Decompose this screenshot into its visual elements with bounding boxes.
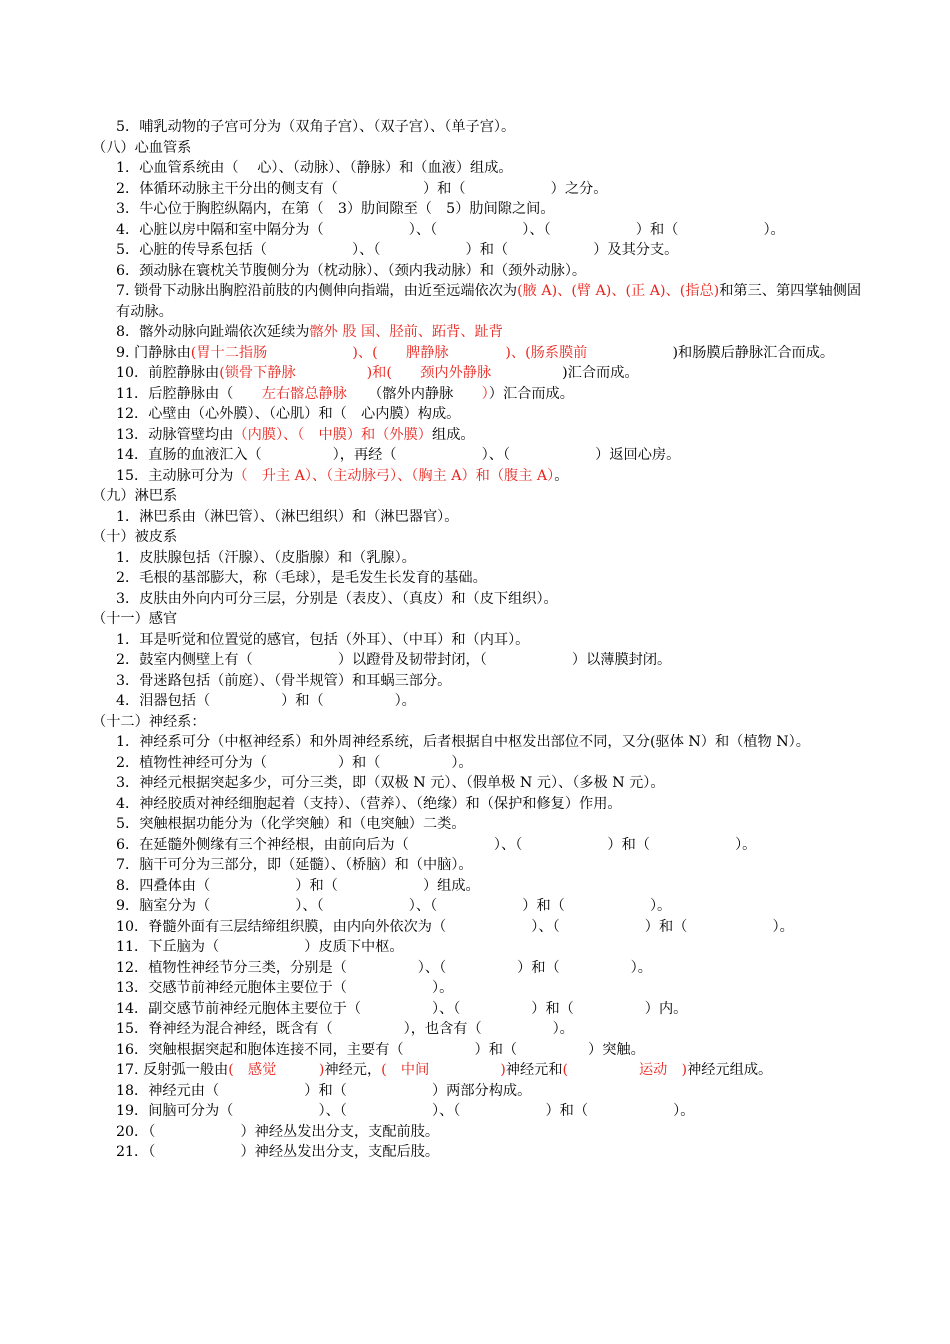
text-line	[92, 445, 864, 466]
text-line	[92, 691, 864, 712]
answer-text: （ 升主 A）、（主动脉弓）、（胸主 A）和（腹主 A）	[233, 467, 555, 484]
text-segment: 6．颈动脉在寰枕关节腹侧分为（枕动脉）、（颈内我动脉）和（颈外动脉）。	[116, 262, 587, 279]
text-line	[92, 322, 864, 343]
text-line	[92, 568, 864, 589]
text-segment: 11．下丘脑为（ ）皮质下中枢。	[116, 939, 404, 955]
text-segment: 神经元，	[324, 1062, 382, 1078]
text-line	[92, 363, 864, 384]
text-segment: 9. 门静脉由	[116, 344, 191, 361]
text-line	[92, 855, 864, 876]
text-segment: 10．脊髓外面有三层结缔组织膜，由内向外依次为（ ）、（ ）和（ ）。	[116, 918, 794, 935]
text-segment: 11．后腔静脉由（	[116, 385, 262, 402]
text-line	[92, 179, 864, 200]
text-segment: 3．神经元根据突起多少，可分三类，即（双极 N 元）、（假单极 N 元）、（多极 N 元）。	[116, 775, 665, 791]
text-segment: （十二）神经系：	[92, 713, 206, 730]
answer-text: (锁骨下静脉 )和( 颈内外静脉	[219, 365, 563, 381]
text-segment: 6．在延髓外侧缘有三个神经根，由前向后为（ ）、（ ）和（ ）。	[116, 836, 757, 853]
text-segment: 神经元和	[505, 1062, 563, 1078]
text-line	[92, 609, 864, 630]
text-segment: 15．脊神经为混合神经，既含有（ ），也含有（ ）。	[116, 1021, 574, 1037]
text-line	[92, 486, 864, 507]
text-line	[92, 650, 864, 671]
text-segment: 3．骨迷路包括（前庭）、（骨半规管）和耳蜗三部分。	[116, 672, 452, 689]
text-segment: 和第三、第四掌轴侧固有动脉。	[116, 283, 862, 320]
text-segment: 4．泪器包括（ ）和（ ）。	[116, 693, 416, 709]
text-line	[92, 712, 864, 733]
text-line	[92, 671, 864, 692]
text-segment: （八）心血管系	[92, 139, 192, 156]
text-line	[92, 999, 864, 1020]
text-segment: （十）被皮系	[92, 529, 178, 545]
text-segment: 13．交感节前神经元胞体主要位于（ ）。	[116, 980, 454, 996]
text-segment: 20．（ ）神经丛发出分支，支配前肢。	[116, 1123, 440, 1140]
text-segment: 7．脑干可分为三部分，即（延髓）、（桥脑）和（中脑）。	[116, 857, 473, 873]
text-segment: 1．淋巴系由（淋巴管）、（淋巴组织）和（淋巴器官）。	[116, 508, 459, 525]
text-line	[92, 548, 864, 569]
text-line	[92, 1101, 864, 1122]
text-line	[92, 261, 864, 282]
text-segment: 5．哺乳动物的子宫可分为（双角子宫）、（双子宫）、（单子宫）。	[116, 119, 516, 135]
text-segment: 4．心脏以房中隔和室中隔分为（ ）、（ ）、（ ）和（ ）。	[116, 221, 785, 238]
text-segment: 3．牛心位于胸腔纵隔内，在第（ 3）肋间隙至（ 5）肋间隙之间。	[116, 201, 555, 217]
text-line	[92, 978, 864, 999]
answer-text: 左右髂总静脉	[261, 385, 347, 402]
text-segment: 4．神经胶质对神经细胞起着（支持）、（营养）、（绝缘）和（保护和修复）作用。	[116, 795, 622, 812]
text-line	[92, 281, 864, 322]
answer-text: ( 运动 )	[562, 1062, 688, 1078]
text-segment: 7. 锁骨下动脉出胸腔沿前肢的内侧伸向指端，由近至远端依次为	[116, 283, 518, 299]
text-segment: （九）淋巴系	[92, 488, 178, 504]
text-segment: （十一）感官	[92, 611, 178, 627]
text-line	[92, 507, 864, 528]
text-segment: 1．神经系可分（中枢神经系）和外周神经系统，后者根据自中枢发出部位不同，又分(驱体 N）和（植物 N）。	[116, 734, 810, 750]
text-line	[92, 917, 864, 938]
text-line	[92, 732, 864, 753]
text-segment: 12．心壁由（心外膜）、（心肌）和（ 心内膜）构成。	[116, 406, 461, 422]
text-line	[92, 1040, 864, 1061]
text-segment: 2．毛根的基部膨大，称（毛球），是毛发生长发育的基础。	[116, 570, 487, 586]
text-line	[92, 630, 864, 651]
answer-text: 髂外 股 国、胫前、跖背、趾背	[309, 324, 503, 340]
document-body	[92, 117, 864, 1163]
answer-text: ( 感觉 )	[228, 1062, 325, 1078]
text-line	[92, 240, 864, 261]
text-segment: 5．突触根据功能分为（化学突触）和（电突触）二类。	[116, 816, 466, 832]
answer-text: (腋 A)、(臂 A)、(正 A)、(指总)	[517, 283, 720, 299]
text-line	[92, 814, 864, 835]
text-segment: 2．植物性神经可分为（ ）和（ ）。	[116, 754, 473, 771]
text-line	[92, 876, 864, 897]
text-segment: )和肠膜后静脉汇合而成。	[672, 344, 835, 361]
text-line	[92, 794, 864, 815]
text-segment: 1．心血管系统由（ 心）、（动脉）、（静脉）和（血液）组成。	[116, 160, 513, 176]
text-line	[92, 158, 864, 179]
text-segment: 1．耳是听觉和位置觉的感官，包括（外耳）、（中耳）和（内耳）。	[116, 631, 530, 648]
text-line	[92, 1081, 864, 1102]
answer-text: （内膜）、（ 中膜）和（外膜）	[233, 426, 432, 443]
text-line	[92, 199, 864, 220]
text-segment: 8．髂外动脉向趾端依次延续为	[116, 324, 310, 340]
text-segment: 15．主动脉可分为	[116, 467, 234, 484]
text-line	[92, 117, 864, 138]
text-segment: 9．脑室分为（ ）、（ ）、（ ）和（ ）。	[116, 898, 672, 914]
text-line	[92, 466, 864, 487]
text-segment: 19．间脑可分为（ ）、（ ）、（ ）和（ ）。	[116, 1103, 695, 1119]
text-line	[92, 835, 864, 856]
text-line	[92, 937, 864, 958]
text-line	[92, 220, 864, 241]
text-segment: 18．神经元由（ ）和（ ）两部分构成。	[116, 1082, 532, 1099]
text-line	[92, 753, 864, 774]
text-segment: )汇合而成。	[562, 365, 639, 381]
text-segment: （髂外内静脉	[346, 385, 482, 402]
text-line	[92, 958, 864, 979]
text-segment: 17. 反射弧一般由	[116, 1062, 229, 1078]
text-segment: 5．心脏的传导系包括（ ）、（ ）和（ ）及其分支。	[116, 242, 679, 258]
text-segment: ）汇合而成。	[488, 385, 574, 402]
text-segment: 10．前腔静脉由	[116, 365, 220, 381]
text-segment: 16．突触根据突起和胞体连接不同，主要有（ ）和（ ）突触。	[116, 1041, 645, 1058]
text-line	[92, 589, 864, 610]
text-segment: 21．（ ）神经丛发出分支，支配后肢。	[116, 1144, 440, 1160]
text-line	[92, 773, 864, 794]
text-line	[92, 384, 864, 405]
text-segment: 2．鼓室内侧壁上有（ ）以蹬骨及韧带封闭，（ ）以薄膜封闭。	[116, 652, 672, 668]
text-segment: 1．皮肤腺包括（汗腺）、（皮脂腺）和（乳腺）。	[116, 549, 416, 566]
text-line	[92, 1019, 864, 1040]
text-segment: 8．四叠体由（ ）和（ ）组成。	[116, 877, 480, 894]
answer-text: ( 中间 )	[381, 1062, 506, 1078]
answer-text: ）	[481, 385, 489, 402]
text-line	[92, 896, 864, 917]
text-segment: 组成。	[432, 426, 475, 443]
text-line	[92, 1122, 864, 1143]
text-line	[92, 343, 864, 364]
text-segment: 13．动脉管壁均由	[116, 426, 234, 443]
text-segment: 3．皮肤由外向内可分三层，分别是（表皮）、（真皮）和（皮下组织）。	[116, 590, 558, 607]
text-line	[92, 138, 864, 159]
text-line	[92, 527, 864, 548]
text-line	[92, 1142, 864, 1163]
answer-text: (胃十二指肠 )、( 脾静脉 )、(肠系膜前	[190, 344, 673, 361]
text-line	[92, 1060, 864, 1081]
text-segment: 14．副交感节前神经元胞体主要位于（ ）、（ ）和（ ）内。	[116, 1000, 688, 1017]
text-line	[92, 425, 864, 446]
text-segment: 。	[554, 467, 569, 484]
text-segment: 12．植物性神经节分三类，分别是（ ）、（ ）和（ ）。	[116, 959, 652, 976]
text-segment: 14．直肠的血液汇入（ ），再经（ ）、（ ）返回心房。	[116, 447, 681, 463]
text-segment: 神经元组成。	[687, 1062, 773, 1078]
text-line	[92, 404, 864, 425]
text-segment: 2．体循环动脉主干分出的侧支有（ ）和（ ）之分。	[116, 180, 608, 197]
